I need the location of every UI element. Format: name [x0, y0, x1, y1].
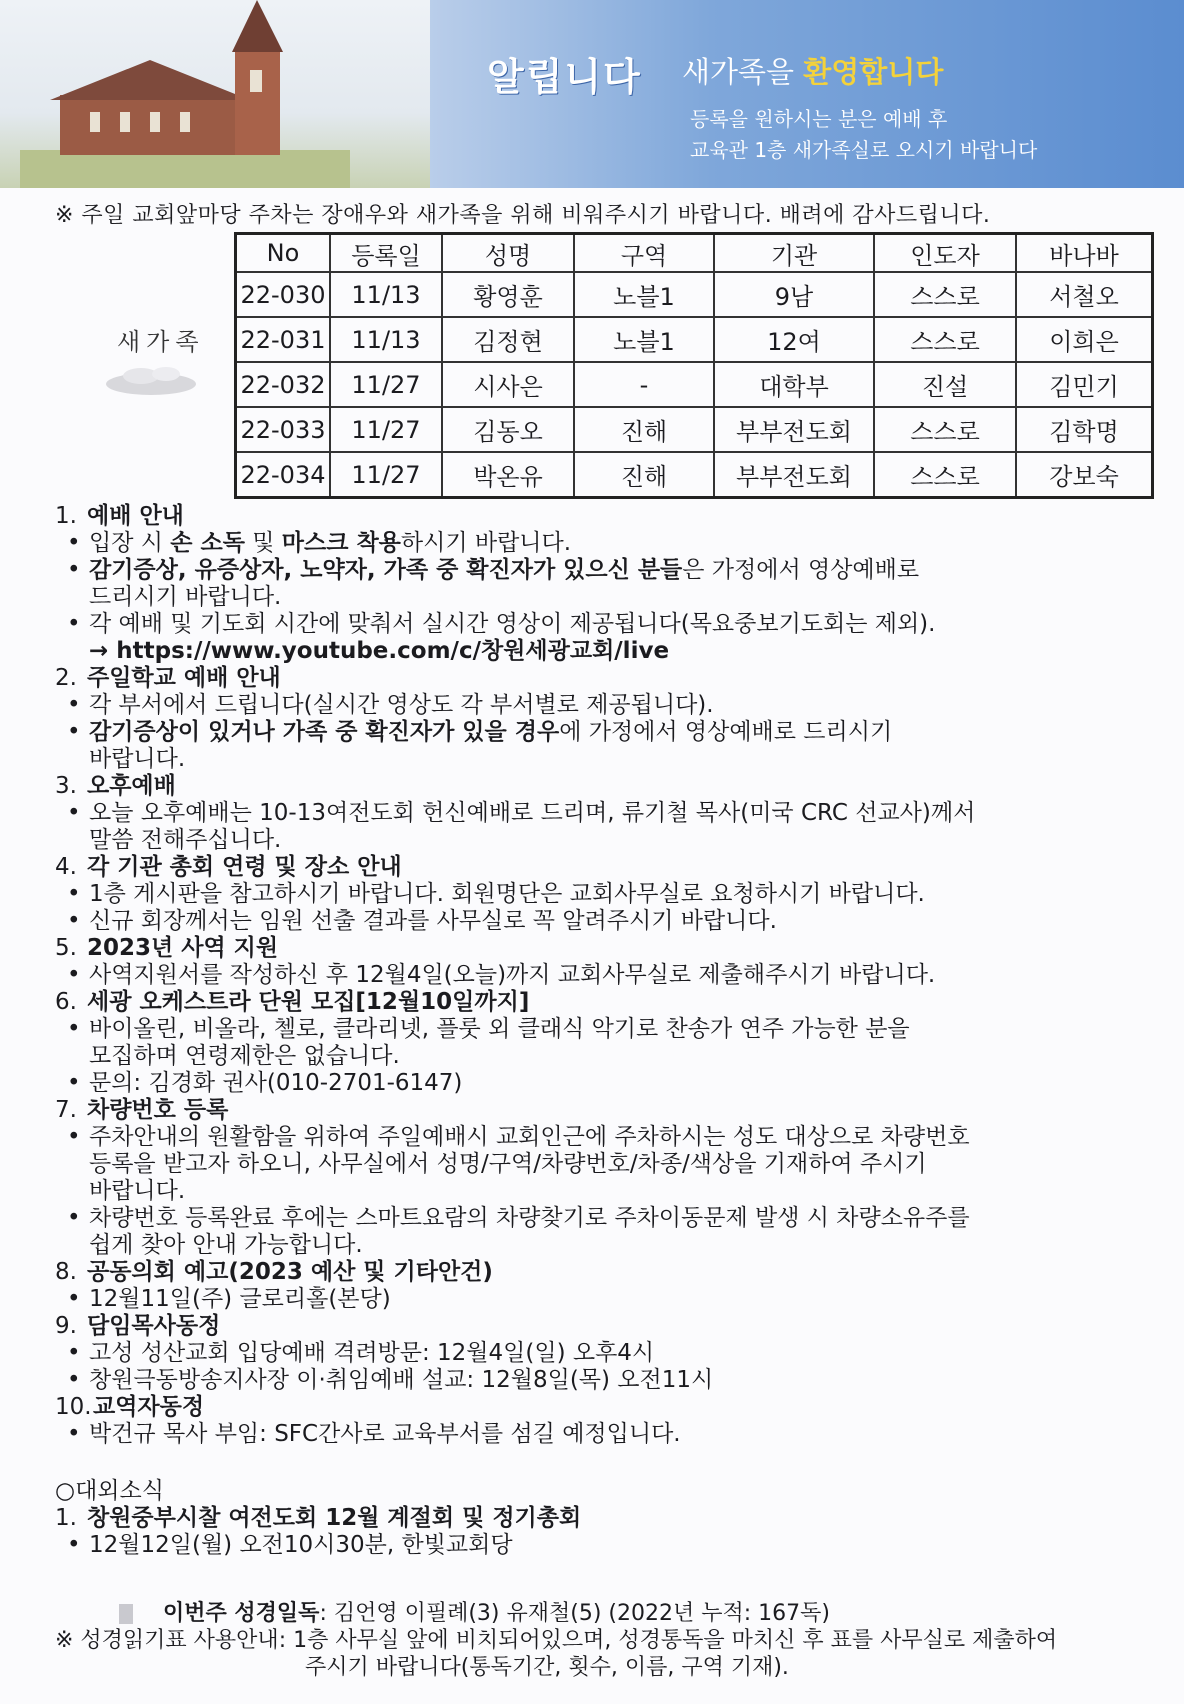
notice-heading: 8. 공동의회 예고(2023 예산 및 기타안건)	[55, 1259, 493, 1285]
cell-district: 노블1	[574, 317, 714, 362]
cell-no: 22-033	[236, 407, 331, 452]
col-header: No	[236, 234, 331, 273]
notice-bullet: • 차량번호 등록완료 후에는 스마트요람의 차량찾기로 주차이동문제 발생 시 차량소유주를	[55, 1205, 1165, 1232]
col-header: 구역	[574, 234, 714, 273]
notice-sunday-school	[55, 665, 1165, 773]
banner-title: 알립니다	[487, 54, 642, 99]
notice-heading: 5. 2023년 사역 지원	[55, 935, 279, 961]
notice-orchestra	[55, 989, 1165, 1097]
cell-guide: 스스로	[874, 407, 1016, 452]
col-header: 바나바	[1016, 234, 1153, 273]
youtube-link[interactable]: → https://www.youtube.com/c/창원세광교회/live	[89, 638, 670, 664]
notice-heading: 2. 주일학교 예배 안내	[55, 665, 281, 691]
cell-no: 22-032	[236, 362, 331, 407]
cell-date: 11/13	[330, 272, 442, 317]
notice-bullet: • 오늘 오후예배는 10-13여전도회 헌신예배로 드리며, 류기철 목사(미국 CRC 선교사)께서	[55, 800, 1165, 827]
cell-barnabas: 이희은	[1016, 317, 1153, 362]
cell-district: 진해	[574, 452, 714, 498]
notice-bullet: • 박건규 목사 부임: SFC간사로 교육부서를 섬길 예정입니다.	[55, 1421, 1165, 1448]
reading-note: ※ 성경읽기표 사용안내: 1층 사무실 앞에 비치되어있으며, 성경통독을 마치신 후 표를 사무실로 제출하여	[55, 1628, 1058, 1653]
cell-group: 12여	[714, 317, 874, 362]
cell-name: 김동오	[442, 407, 574, 452]
external-news	[55, 1478, 1165, 1559]
notice-bullet: • 12월12일(월) 오전10시30분, 한빛교회당	[55, 1532, 1165, 1559]
banner-subtitle-2: 교육관 1층 새가족실로 오시기 바랍니다	[690, 138, 1038, 162]
notice-staff-news	[55, 1394, 1165, 1448]
col-header: 기관	[714, 234, 874, 273]
cell-date: 11/27	[330, 362, 442, 407]
notice-bullet-cont: 쉽게 찾아 안내 가능합니다.	[89, 1232, 363, 1258]
cell-no: 22-030	[236, 272, 331, 317]
notice-bullet: • 1층 게시판을 참고하시기 바랍니다. 회원명단은 교회사무실로 요청하시기 바랍니다.	[55, 881, 1165, 908]
cell-group: 9남	[714, 272, 874, 317]
notice-bullet: • 각 부서에서 드립니다(실시간 영상도 각 부서별로 제공됩니다).	[55, 692, 1165, 719]
col-header: 등록일	[330, 234, 442, 273]
notice-ministry-application	[55, 935, 1165, 989]
reading-note-cont: 주시기 바랍니다(통독기간, 횟수, 이름, 구역 기재).	[305, 1655, 789, 1680]
notice-bullet: • 창원극동방송지사장 이·취임예배 설교: 12월8일(목) 오전11시	[55, 1367, 1165, 1394]
cell-name: 시사은	[442, 362, 574, 407]
notice-bullet-cont: 등록을 받고자 하오니, 사무실에서 성명/구역/차량번호/차종/색상을 기재하여 주시기	[89, 1151, 927, 1177]
checkbox-mark-icon	[119, 1604, 133, 1624]
header-banner	[0, 0, 1184, 188]
notice-bullet: • 입장 시 손 소독 및 마스크 착용하시기 바랍니다.	[55, 530, 1165, 557]
cell-guide: 스스로	[874, 452, 1016, 498]
cell-guide: 스스로	[874, 272, 1016, 317]
notice-bullet-cont: 바랍니다.	[89, 746, 186, 772]
cell-barnabas: 김민기	[1016, 362, 1153, 407]
cell-barnabas: 강보숙	[1016, 452, 1153, 498]
notice-heading: 10.교역자동정	[55, 1394, 205, 1420]
notice-heading: 9. 담임목사동정	[55, 1313, 221, 1339]
notice-bullet: • 바이올린, 비올라, 첼로, 클라리넷, 플룻 외 클래식 악기로 찬송가 연주 가능한 분을	[55, 1016, 1165, 1043]
banner-subtitle-1: 등록을 원하시는 분은 예배 후	[690, 107, 948, 131]
notice-joint-council	[55, 1259, 1165, 1313]
notice-pastor-news	[55, 1313, 1165, 1394]
notice-heading: 1. 창원중부시찰 여전도회 12월 계절회 및 정기총회	[55, 1505, 582, 1531]
cell-date: 11/13	[330, 317, 442, 362]
table-row	[236, 317, 1153, 362]
notice-bullet-cont: 바랍니다.	[89, 1178, 186, 1204]
notice-bullet: • 주차안내의 원활함을 위하여 주일예배시 교회인근에 주차하시는 성도 대상으로 차량번호	[55, 1124, 1165, 1151]
notice-worship	[55, 503, 1165, 665]
notice-heading: 1. 예배 안내	[55, 503, 184, 529]
bible-reading	[55, 1600, 1165, 1681]
notice-heading: 7. 차량번호 등록	[55, 1097, 229, 1123]
cell-name: 김정현	[442, 317, 574, 362]
notices	[55, 503, 1165, 1559]
table-header-row	[236, 234, 1153, 273]
cell-guide: 스스로	[874, 317, 1016, 362]
external-heading: ○대외소식	[55, 1478, 164, 1504]
bible-reading-line: 이번주 성경일독: 김언영 이필례(3) 유재철(5) (2022년 누적: 167독)	[55, 1600, 1165, 1627]
new-family-label: 새가족	[117, 328, 205, 356]
cell-date: 11/27	[330, 452, 442, 498]
cell-no: 22-031	[236, 317, 331, 362]
notice-heading: 6. 세광 오케스트라 단원 모집[12월10일까지]	[55, 989, 530, 1015]
notice-bullet: • 사역지원서를 작성하신 후 12월4일(오늘)까지 교회사무실로 제출해주시기 바랍니다.	[55, 962, 1165, 989]
notice-bullet-cont: 말씀 전해주십니다.	[89, 827, 282, 853]
notice-bullet: • 신규 회장께서는 임원 선출 결과를 사무실로 꼭 알려주시기 바랍니다.	[55, 908, 1165, 935]
notice-bullet: • 12월11일(주) 글로리홀(본당)	[55, 1286, 1165, 1313]
cell-group: 부부전도회	[714, 452, 874, 498]
cell-group: 부부전도회	[714, 407, 874, 452]
cell-date: 11/27	[330, 407, 442, 452]
notice-bullet: • 감기증상이 있거나 가족 중 확진자가 있을 경우에 가정에서 영상예배로 드리시기	[55, 719, 1165, 746]
notice-heading: 3. 오후예배	[55, 773, 176, 799]
table-row	[236, 362, 1153, 407]
banner-welcome: 새가족을 환영합니다	[682, 55, 944, 89]
cell-guide: 진설	[874, 362, 1016, 407]
cell-district: -	[574, 362, 714, 407]
cell-name: 황영훈	[442, 272, 574, 317]
notice-bullet: • 각 예배 및 기도회 시간에 맞춰서 실시간 영상이 제공됩니다(목요중보기도회는 제외).	[55, 611, 1165, 638]
notice-bullet: • 감기증상, 유증상자, 노약자, 가족 중 확진자가 있으신 분들은 가정에서 영상예배로	[55, 557, 1165, 584]
notice-afternoon-worship	[55, 773, 1165, 854]
table-row	[236, 407, 1153, 452]
col-header: 성명	[442, 234, 574, 273]
bread-basket-icon	[96, 358, 206, 398]
notice-bullet: • 문의: 김경화 권사(010-2701-6147)	[55, 1070, 1165, 1097]
cell-barnabas: 서철오	[1016, 272, 1153, 317]
notice-bullet-cont: 모집하며 연령제한은 없습니다.	[89, 1043, 400, 1069]
notice-heading: 4. 각 기관 총회 연령 및 장소 안내	[55, 854, 402, 880]
cell-barnabas: 김학명	[1016, 407, 1153, 452]
notice-bullet-cont: 드리시기 바랍니다.	[89, 584, 282, 610]
cell-district: 진해	[574, 407, 714, 452]
cell-group: 대학부	[714, 362, 874, 407]
church-illustration	[20, 0, 350, 188]
table-row	[236, 452, 1153, 498]
notice-general-meetings	[55, 854, 1165, 935]
notice-vehicle-registration	[55, 1097, 1165, 1259]
cell-district: 노블1	[574, 272, 714, 317]
notice-bullet: • 고성 성산교회 입당예배 격려방문: 12월4일(일) 오후4시	[55, 1340, 1165, 1367]
new-family-table	[234, 232, 1154, 499]
cell-name: 박온유	[442, 452, 574, 498]
col-header: 인도자	[874, 234, 1016, 273]
table-row	[236, 272, 1153, 317]
parking-note: ※ 주일 교회앞마당 주차는 장애우와 새가족을 위해 비워주시기 바랍니다. 배려에 감사드립니다.	[55, 203, 991, 228]
cell-no: 22-034	[236, 452, 331, 498]
